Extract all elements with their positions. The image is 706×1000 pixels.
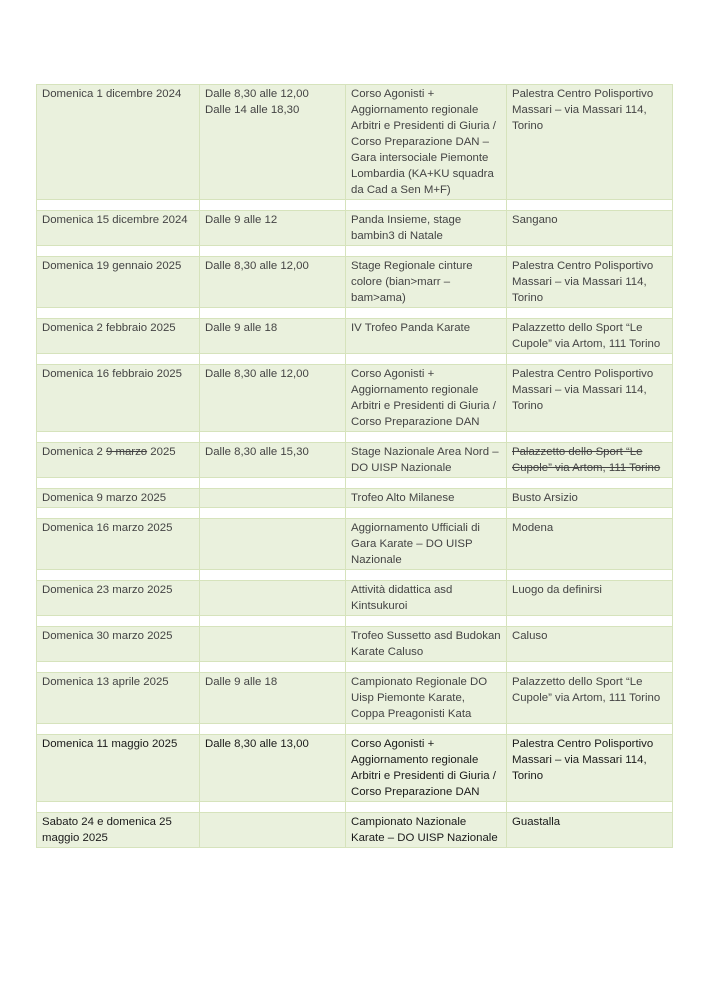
event-cell: Stage Nazionale Area Nord – DO UISP Nazionale: [346, 443, 507, 478]
time-cell: Dalle 9 alle 18: [200, 673, 346, 724]
table-row: [37, 443, 673, 478]
time-cell: Dalle 8,30 alle 13,00: [200, 735, 346, 802]
table-row: [37, 813, 673, 848]
table-row: [37, 581, 673, 616]
date-cell: Domenica 11 maggio 2025: [37, 735, 200, 802]
spacer-row: [37, 724, 673, 735]
spacer-row: [37, 432, 673, 443]
time-cell: Dalle 8,30 alle 12,00: [200, 365, 346, 432]
table-row: [37, 519, 673, 570]
date-suffix: 2025: [147, 446, 176, 458]
date-cell: Domenica 30 marzo 2025: [37, 627, 200, 662]
date-cell: Domenica 9 marzo 2025: [37, 489, 200, 508]
time-cell: Dalle 8,30 alle 12,00 Dalle 14 alle 18,30: [200, 85, 346, 200]
time-cell: [200, 519, 346, 570]
spacer-row: [37, 308, 673, 319]
date-cell: Domenica 15 dicembre 2024: [37, 211, 200, 246]
venue-cell: Palestra Centro Polisportivo Massari – via Massari 114, Torino: [507, 85, 673, 200]
venue-cell: Sangano: [507, 211, 673, 246]
table-row: [37, 735, 673, 802]
time-cell: Dalle 8,30 alle 15,30: [200, 443, 346, 478]
venue-cell: Caluso: [507, 627, 673, 662]
date-cell: [37, 443, 200, 478]
spacer-row: [37, 616, 673, 627]
venue-cell: Modena: [507, 519, 673, 570]
table-row: [37, 211, 673, 246]
venue-cell-struck: Palazzetto dello Sport “Le Cupole” via Artom, 111 Torino: [507, 443, 673, 478]
table-row: [37, 627, 673, 662]
spacer-row: [37, 478, 673, 489]
time-cell: Dalle 9 alle 12: [200, 211, 346, 246]
venue-cell: Palestra Centro Polisportivo Massari – via Massari 114, Torino: [507, 365, 673, 432]
table-row: [37, 673, 673, 724]
spacer-row: [37, 662, 673, 673]
event-cell: Trofeo Alto Milanese: [346, 489, 507, 508]
event-cell: Corso Agonisti + Aggiornamento regionale Arbitri e Presidenti di Giuria / Corso Preparazione DAN – Gara intersociale Piemonte Lombardia (KA+KU squadra da Cad a Sen M+F): [346, 85, 507, 200]
spacer-row: [37, 802, 673, 813]
event-cell: Trofeo Sussetto asd Budokan Karate Caluso: [346, 627, 507, 662]
venue-cell: Luogo da definirsi: [507, 581, 673, 616]
table-row: [37, 489, 673, 508]
event-cell: Panda Insieme, stage bambin3 di Natale: [346, 211, 507, 246]
date-cell: Domenica 16 febbraio 2025: [37, 365, 200, 432]
event-cell: Campionato Nazionale Karate – DO UISP Nazionale: [346, 813, 507, 848]
date-prefix: Domenica 2: [42, 446, 106, 458]
time-cell: [200, 489, 346, 508]
spacer-row: [37, 508, 673, 519]
venue-cell: Palestra Centro Polisportivo Massari – via Massari 114, Torino: [507, 735, 673, 802]
event-cell: Corso Agonisti + Aggiornamento regionale Arbitri e Presidenti di Giuria / Corso Preparazione DAN: [346, 735, 507, 802]
spacer-row: [37, 354, 673, 365]
date-cell: Domenica 1 dicembre 2024: [37, 85, 200, 200]
date-cell: Domenica 19 gennaio 2025: [37, 257, 200, 308]
event-cell: Corso Agonisti + Aggiornamento regionale Arbitri e Presidenti di Giuria / Corso Preparazione DAN: [346, 365, 507, 432]
time-cell: [200, 813, 346, 848]
event-cell: Stage Regionale cinture colore (bian>marr – bam>ama): [346, 257, 507, 308]
spacer-row: [37, 200, 673, 211]
spacer-row: [37, 570, 673, 581]
table-row: [37, 85, 673, 200]
table-row: [37, 365, 673, 432]
venue-cell: Palestra Centro Polisportivo Massari – via Massari 114, Torino: [507, 257, 673, 308]
time-cell: Dalle 9 alle 18: [200, 319, 346, 354]
date-cell: Domenica 23 marzo 2025: [37, 581, 200, 616]
event-cell: Attività didattica asd Kintsukuroi: [346, 581, 507, 616]
date-cell: Domenica 16 marzo 2025: [37, 519, 200, 570]
time-cell: [200, 627, 346, 662]
event-schedule-table: [36, 84, 673, 848]
spacer-row: [37, 246, 673, 257]
event-cell: IV Trofeo Panda Karate: [346, 319, 507, 354]
table-row: [37, 319, 673, 354]
table-row: [37, 257, 673, 308]
venue-cell: Palazzetto dello Sport “Le Cupole” via Artom, 111 Torino: [507, 673, 673, 724]
event-cell: Campionato Regionale DO Uisp Piemonte Karate, Coppa Preagonisti Kata: [346, 673, 507, 724]
venue-cell: Busto Arsizio: [507, 489, 673, 508]
event-cell: Aggiornamento Ufficiali di Gara Karate – DO UISP Nazionale: [346, 519, 507, 570]
date-cell: Domenica 13 aprile 2025: [37, 673, 200, 724]
date-struck-text: 9 marzo: [105, 446, 148, 458]
time-cell: [200, 581, 346, 616]
date-cell: Sabato 24 e domenica 25 maggio 2025: [37, 813, 200, 848]
venue-cell: Palazzetto dello Sport “Le Cupole” via Artom, 111 Torino: [507, 319, 673, 354]
venue-cell: Guastalla: [507, 813, 673, 848]
time-cell: Dalle 8,30 alle 12,00: [200, 257, 346, 308]
date-cell: Domenica 2 febbraio 2025: [37, 319, 200, 354]
